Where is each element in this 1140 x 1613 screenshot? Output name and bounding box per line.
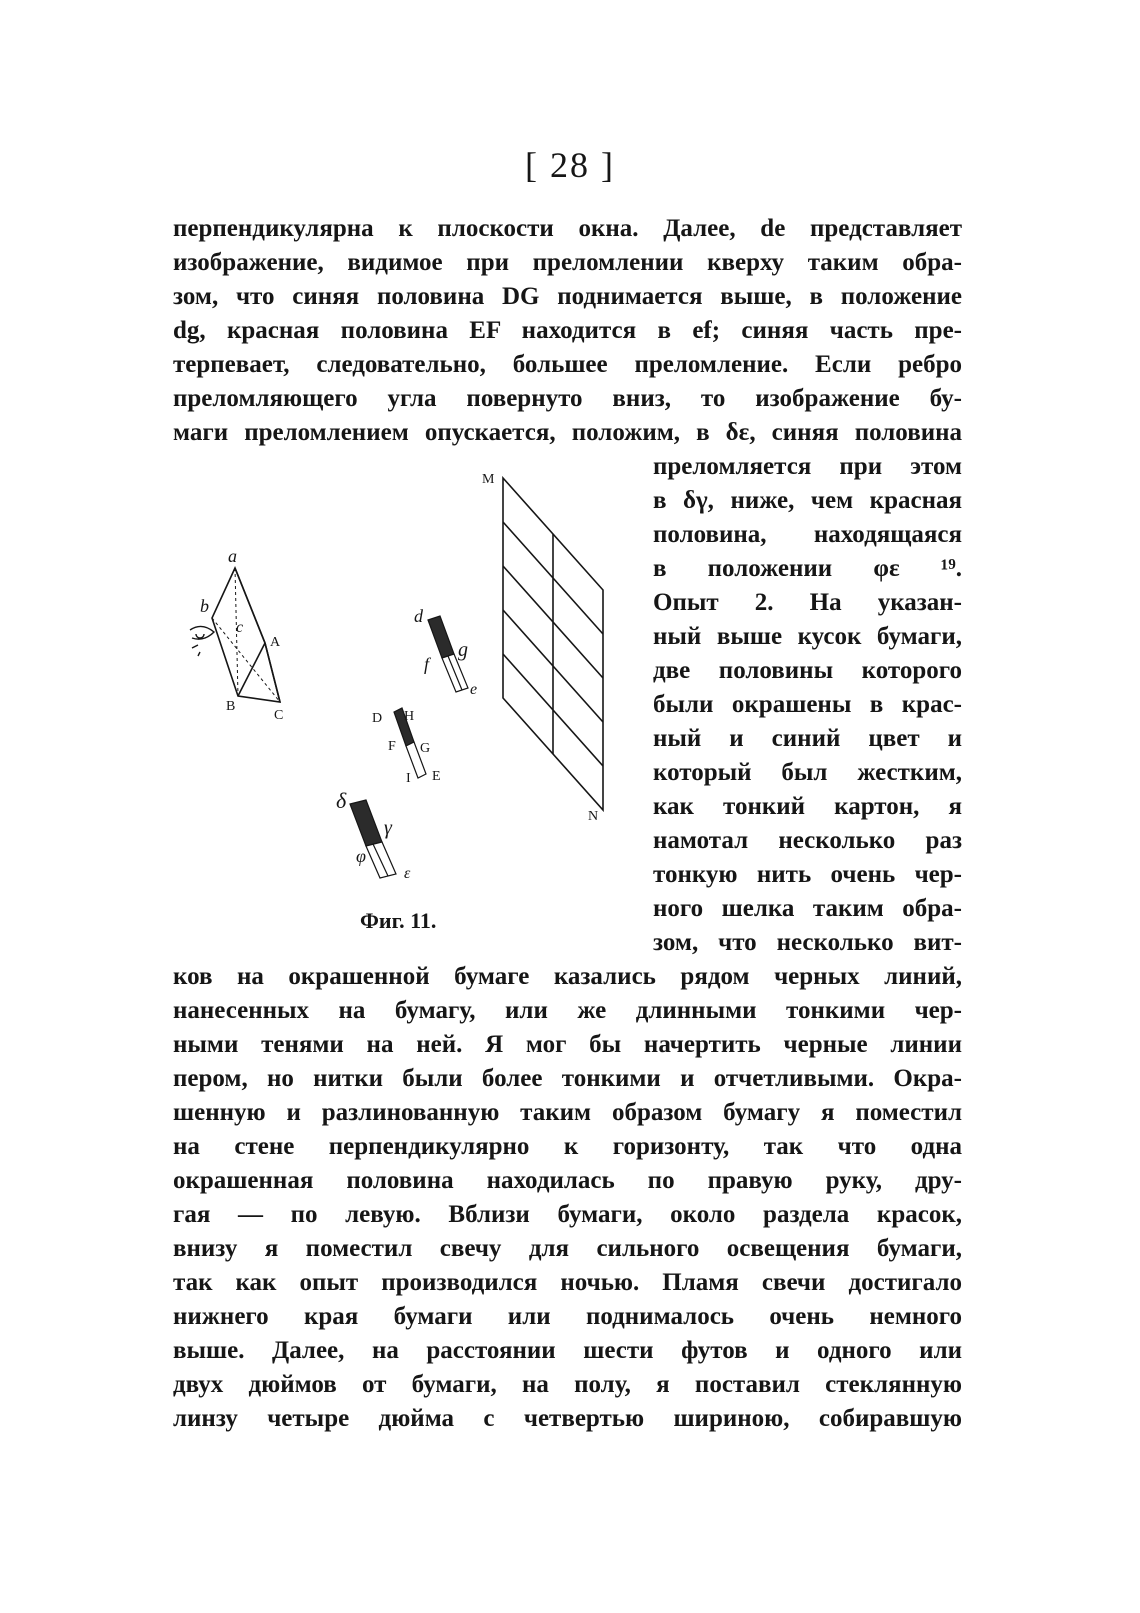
label-H: H — [404, 709, 415, 724]
label-c: c — [236, 619, 244, 636]
text-line: ный и синий цвет и — [653, 725, 962, 752]
prism-edge-B-A — [238, 643, 265, 696]
image-delta-gamma — [350, 800, 396, 878]
label-C: C — [274, 708, 284, 723]
text-line: Опыт 2. На указан- — [653, 589, 962, 616]
label-N: N — [588, 809, 599, 824]
text-line: гая — по левую. Вблизи бумаги, около раздела красок, — [173, 1201, 962, 1228]
label-B: B — [226, 699, 236, 714]
text-line: на стене перпендикулярно к горизонту, так что одна — [173, 1133, 962, 1160]
text-line: были окрашены в крас- — [653, 691, 962, 718]
text-line: ного шелка таким обра- — [653, 895, 962, 922]
text-line: зом, что несколько вит- — [653, 929, 962, 956]
text-line: пером, но нитки были более тонкими и отчетливыми. Окра- — [173, 1065, 962, 1092]
text-line: маги преломлением опускается, положим, в δε, синяя половина — [173, 419, 962, 446]
label-b: b — [200, 596, 209, 616]
figure-11 — [170, 470, 640, 890]
text-line: в δγ, ниже, чем красная — [653, 487, 962, 514]
label-A: A — [270, 635, 281, 650]
text-line: двух дюймов от бумаги, на полу, я поставил стеклянную — [173, 1371, 962, 1398]
label-g: g — [458, 639, 468, 661]
text-line: линзу четыре дюйма с четвертью шириною, собиравшую — [173, 1405, 962, 1432]
text-line: половина, находящаяся — [653, 521, 962, 548]
figure-caption: Фиг. 11. — [360, 908, 437, 933]
text-line: окрашенная половина находилась по правую руку, дру- — [173, 1167, 962, 1194]
text-line: dg, красная половина EF находится в ef; синяя часть пре- — [173, 317, 962, 344]
text-line: изображение, видимое при преломлении кверху таким обра- — [173, 249, 962, 276]
text-line: как тонкий картон, я — [653, 793, 962, 820]
text-line: зом, что синяя половина DG поднимается выше, в положение — [173, 283, 962, 310]
text-line: ный выше кусок бумаги, — [653, 623, 962, 650]
text-line: нанесенных на бумагу, или же длинными тонкими чер- — [173, 997, 962, 1024]
label-f: f — [424, 654, 430, 674]
text-line: нижнего края бумаги или поднималось очень немного — [173, 1303, 962, 1330]
label-epsilon: ε — [404, 865, 411, 882]
text-line: внизу я поместил свечу для сильного освещения бумаги, — [173, 1235, 962, 1262]
text-line: преломляющего угла повернуто вниз, то изображение бу- — [173, 385, 962, 412]
label-phi: φ — [356, 846, 366, 866]
text-line: терпевает, следовательно, большее преломление. Если ребро — [173, 351, 962, 378]
text-line: ными тенями на ней. Я мог бы начертить черные линии — [173, 1031, 962, 1058]
text-line: преломляется при этом — [653, 453, 962, 480]
text-line: который был жестким, — [653, 759, 962, 786]
text-line: намотал несколько раз — [653, 827, 962, 854]
label-e: e — [470, 681, 478, 698]
label-a: a — [228, 546, 237, 566]
label-F: F — [388, 739, 396, 754]
label-E: E — [432, 769, 441, 784]
label-I: I — [406, 771, 411, 786]
text-line: тонкую нить очень чер- — [653, 861, 962, 888]
page-number: [ 28 ] — [525, 145, 615, 185]
eye-sketch — [190, 626, 214, 656]
text-line: шенную и разлинованную таким образом бумагу я поместил — [173, 1099, 962, 1126]
prism-diagram — [190, 568, 280, 702]
label-G: G — [420, 741, 431, 756]
text-line: ков на окрашенной бумаге казались рядом черных линий, — [173, 963, 962, 990]
label-M: M — [482, 472, 495, 487]
text-line: перпендикулярна к плоскости окна. Далее, de представляет — [173, 215, 962, 242]
label-D: D — [372, 711, 383, 726]
window-grid — [503, 478, 603, 810]
text-line: выше. Далее, на расстоянии шести футов и одного или — [173, 1337, 962, 1364]
blue-half-dg — [428, 616, 454, 658]
blue-half-delta-gamma — [350, 800, 382, 846]
label-d: d — [414, 606, 423, 626]
text-line: две половины которого — [653, 657, 962, 684]
label-gamma: γ — [384, 817, 392, 839]
label-delta: δ — [336, 788, 347, 813]
text-line: так как опыт производился ночью. Пламя свечи достигало — [173, 1269, 962, 1296]
figure-11-drawing — [170, 470, 640, 890]
text-line: в положении φε ¹⁹. — [653, 555, 962, 582]
